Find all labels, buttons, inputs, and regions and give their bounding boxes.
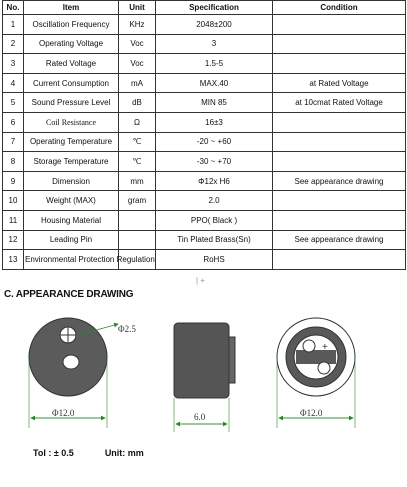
- row-spec: Tin Plated Brass(Sn): [156, 230, 273, 250]
- tolerance-note: Tol : ± 0.5: [33, 448, 74, 458]
- row-spec: 16±3: [156, 112, 273, 132]
- table-header-row: [3, 1, 406, 15]
- row-no: 9: [3, 171, 24, 191]
- row-condition: [273, 250, 406, 270]
- header-unit: Unit: [119, 1, 156, 15]
- table-row: [3, 112, 406, 132]
- row-unit: gram: [119, 191, 156, 211]
- row-item: Operating Voltage: [24, 34, 119, 54]
- table-row: [3, 171, 406, 191]
- row-condition: See appearance drawing: [273, 171, 406, 191]
- table-row: [3, 34, 406, 54]
- inner-hole: [63, 355, 79, 369]
- row-item: Oscillation Frequency: [24, 15, 119, 35]
- table-row: [3, 210, 406, 230]
- row-no: 2: [3, 34, 24, 54]
- row-spec: PPO( Black ): [156, 210, 273, 230]
- unit-note: Unit: mm: [104, 448, 144, 458]
- row-unit: KHz: [119, 15, 156, 35]
- row-item: Current Consumption: [24, 73, 119, 93]
- pin-positive: [303, 340, 315, 352]
- row-no: 12: [3, 230, 24, 250]
- header-item: Item: [24, 1, 119, 15]
- table-row: [3, 250, 406, 270]
- row-no: 4: [3, 73, 24, 93]
- section-title: C. APPEARANCE DRAWING: [4, 289, 134, 300]
- row-condition: [273, 34, 406, 54]
- row-spec: MAX.40: [156, 73, 273, 93]
- side-view: [174, 323, 235, 432]
- row-no: 7: [3, 132, 24, 152]
- row-no: 13: [3, 250, 24, 270]
- appearance-drawing: [0, 300, 407, 440]
- row-unit: [119, 210, 156, 230]
- table-row: [3, 132, 406, 152]
- row-condition: [273, 15, 406, 35]
- row-spec: 2048±200: [156, 15, 273, 35]
- row-unit: dB: [119, 93, 156, 113]
- row-no: 1: [3, 15, 24, 35]
- buzzer-side-body: [174, 323, 229, 398]
- row-condition: [273, 152, 406, 172]
- row-unit: Ω: [119, 112, 156, 132]
- row-item: Leading Pin: [24, 230, 119, 250]
- row-no: 10: [3, 191, 24, 211]
- table-row: [3, 152, 406, 172]
- row-condition: [273, 210, 406, 230]
- row-item: Sound Pressure Level: [24, 93, 119, 113]
- back-diameter-label: Φ12.0: [300, 408, 323, 418]
- row-condition: See appearance drawing: [273, 230, 406, 250]
- row-no: 5: [3, 93, 24, 113]
- back-view: [277, 318, 355, 428]
- row-spec: RoHS: [156, 250, 273, 270]
- row-condition: [273, 191, 406, 211]
- row-spec: 2.0: [156, 191, 273, 211]
- row-item: Housing Material: [24, 210, 119, 230]
- front-view: [29, 318, 136, 428]
- row-item: Weight (MAX): [24, 191, 119, 211]
- row-unit: Voc: [119, 34, 156, 54]
- row-condition: [273, 112, 406, 132]
- text-cursor-marker: | +: [196, 276, 205, 285]
- row-item: Coil Resistance: [24, 112, 119, 132]
- hole-dimension-label: Φ2.5: [118, 324, 136, 334]
- table-row: [3, 230, 406, 250]
- row-item: Operating Temperature: [24, 132, 119, 152]
- row-condition: [273, 54, 406, 74]
- footer-notes: [33, 448, 144, 458]
- row-condition: at 10cmat Rated Voltage: [273, 93, 406, 113]
- row-no: 3: [3, 54, 24, 74]
- front-diameter-label: Φ12.0: [52, 408, 75, 418]
- row-spec: -30 ~ +70: [156, 152, 273, 172]
- height-dimension-label: 6.0: [194, 412, 206, 422]
- row-condition: at Rated Voltage: [273, 73, 406, 93]
- row-unit: mA: [119, 73, 156, 93]
- pin-negative: [318, 362, 330, 374]
- row-item: Storage Temperature: [24, 152, 119, 172]
- row-spec: -20 ~ +60: [156, 132, 273, 152]
- row-spec: 1.5-5: [156, 54, 273, 74]
- row-unit: Voc: [119, 54, 156, 74]
- row-item: Rated Voltage: [24, 54, 119, 74]
- table-row: [3, 73, 406, 93]
- plus-mark: +: [322, 342, 328, 353]
- row-spec: Φ12x H6: [156, 171, 273, 191]
- table-row: [3, 15, 406, 35]
- row-no: 6: [3, 112, 24, 132]
- row-item: Environmental Protection Regulation: [24, 250, 119, 270]
- row-unit: [119, 230, 156, 250]
- row-unit: ℃: [119, 152, 156, 172]
- table-row: [3, 54, 406, 74]
- header-condition: Condition: [273, 1, 406, 15]
- header-no: No.: [3, 1, 24, 15]
- row-item: Dimension: [24, 171, 119, 191]
- row-unit: mm: [119, 171, 156, 191]
- row-spec: 3: [156, 34, 273, 54]
- row-no: 11: [3, 210, 24, 230]
- row-no: 8: [3, 152, 24, 172]
- row-spec: MIN 85: [156, 93, 273, 113]
- table-row: [3, 93, 406, 113]
- specification-table: [2, 0, 406, 270]
- row-unit: ℃: [119, 132, 156, 152]
- table-row: [3, 191, 406, 211]
- header-specification: Specification: [156, 1, 273, 15]
- row-condition: [273, 132, 406, 152]
